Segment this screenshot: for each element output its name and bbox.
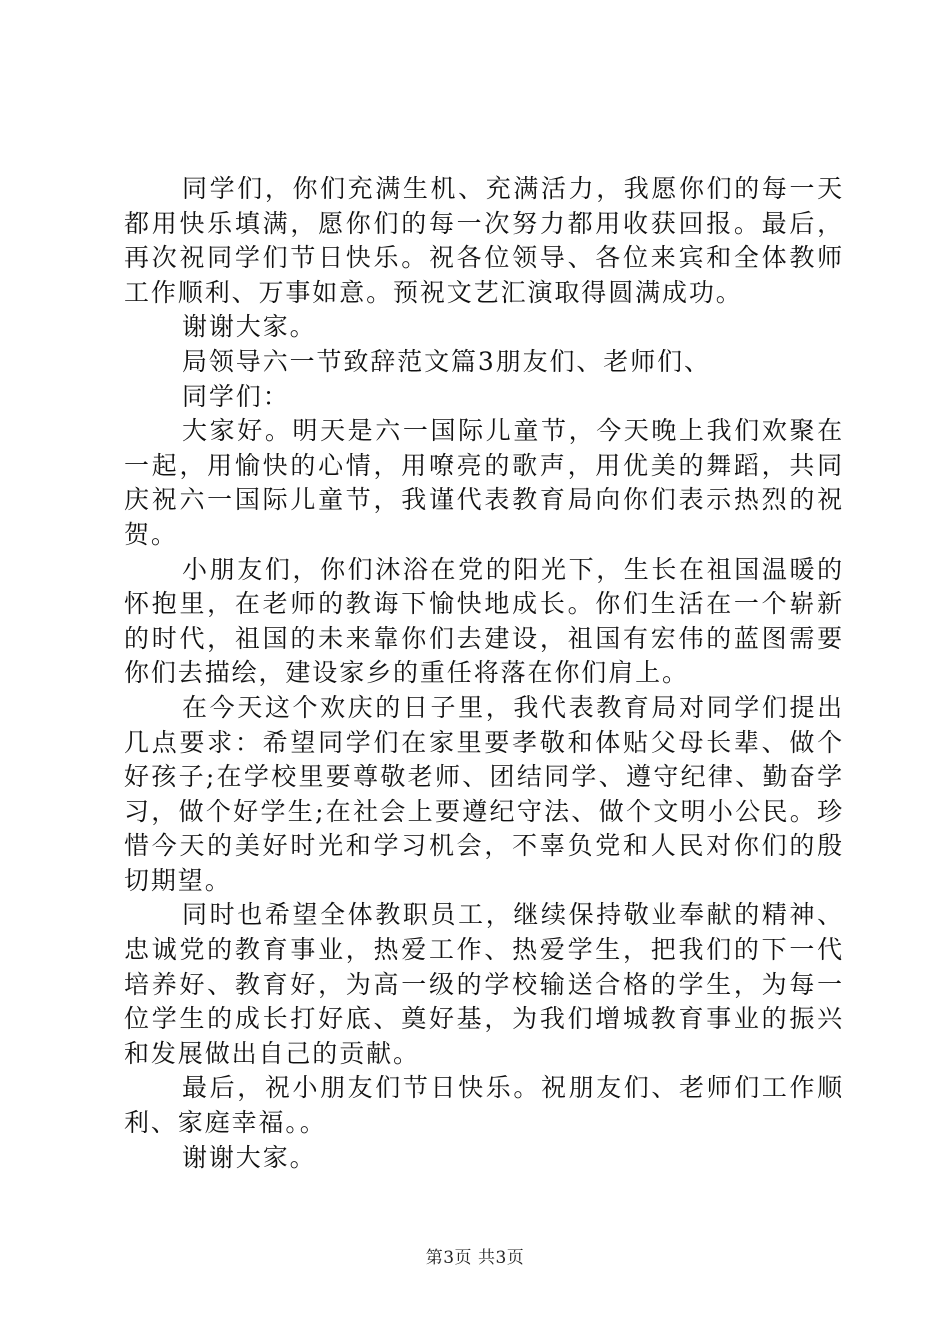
page-number-footer: 第3页 共3页 xyxy=(425,1248,525,1268)
section-heading: 局领导六一节致辞范文篇3朋友们、老师们、 xyxy=(182,346,711,376)
paragraph: 大家好。明天是六一国际儿童节，今天晚上我们欢聚在一起，用愉快的心情，用嘹亮的歌声，用优美的舞蹈，共同庆祝六一国际儿童节，我谨代表教育局向你们表示热烈的祝贺。 xyxy=(124,416,844,549)
document-body xyxy=(124,172,844,1175)
paragraph: 小朋友们，你们沐浴在党的阳光下，生长在祖国温暖的怀抱里，在老师的教诲下愉快地成长。你们生活在一个崭新的时代，祖国的未来靠你们去建设，祖国有宏伟的蓝图需要你们去描绘，建设家乡的重任将落在你们肩上。 xyxy=(124,554,844,688)
salutation: 同学们： xyxy=(182,381,290,411)
paragraph: 在今天这个欢庆的日子里，我代表教育局对同学们提出几点要求：希望同学们在家里要孝敬和体贴父母长辈、做个好孩子;在学校里要尊敬老师、团结同学、遵守纪律、勤奋学习，做个好学生;在社会上要遵纪守法、做个文明小公民。珍惜今天的美好时光和学习机会，不辜负党和人民对你们的殷切期望。 xyxy=(124,692,844,895)
paragraph: 同时也希望全体教职员工，继续保持敬业奉献的精神、忠诚党的教育事业，热爱工作、热爱学生，把我们的下一代培养好、教育好，为高一级的学校输送合格的学生，为每一位学生的成长打好底、奠好基，为我们增城教育事业的振兴和发展做出自己的贡献。 xyxy=(124,900,844,1068)
paragraph: 谢谢大家。 xyxy=(182,312,317,342)
paragraph: 同学们，你们充满生机、充满活力，我愿你们的每一天都用快乐填满，愿你们的每一次努力都用收获回报。最后，再次祝同学们节日快乐。祝各位领导、各位来宾和全体教师工作顺利、万事如意。预祝文艺汇演取得圆满成功。 xyxy=(124,174,844,307)
closing: 谢谢大家。 xyxy=(182,1142,317,1172)
paragraph: 最后，祝小朋友们节日快乐。祝朋友们、老师们工作顺利、家庭幸福。。 xyxy=(124,1073,844,1138)
